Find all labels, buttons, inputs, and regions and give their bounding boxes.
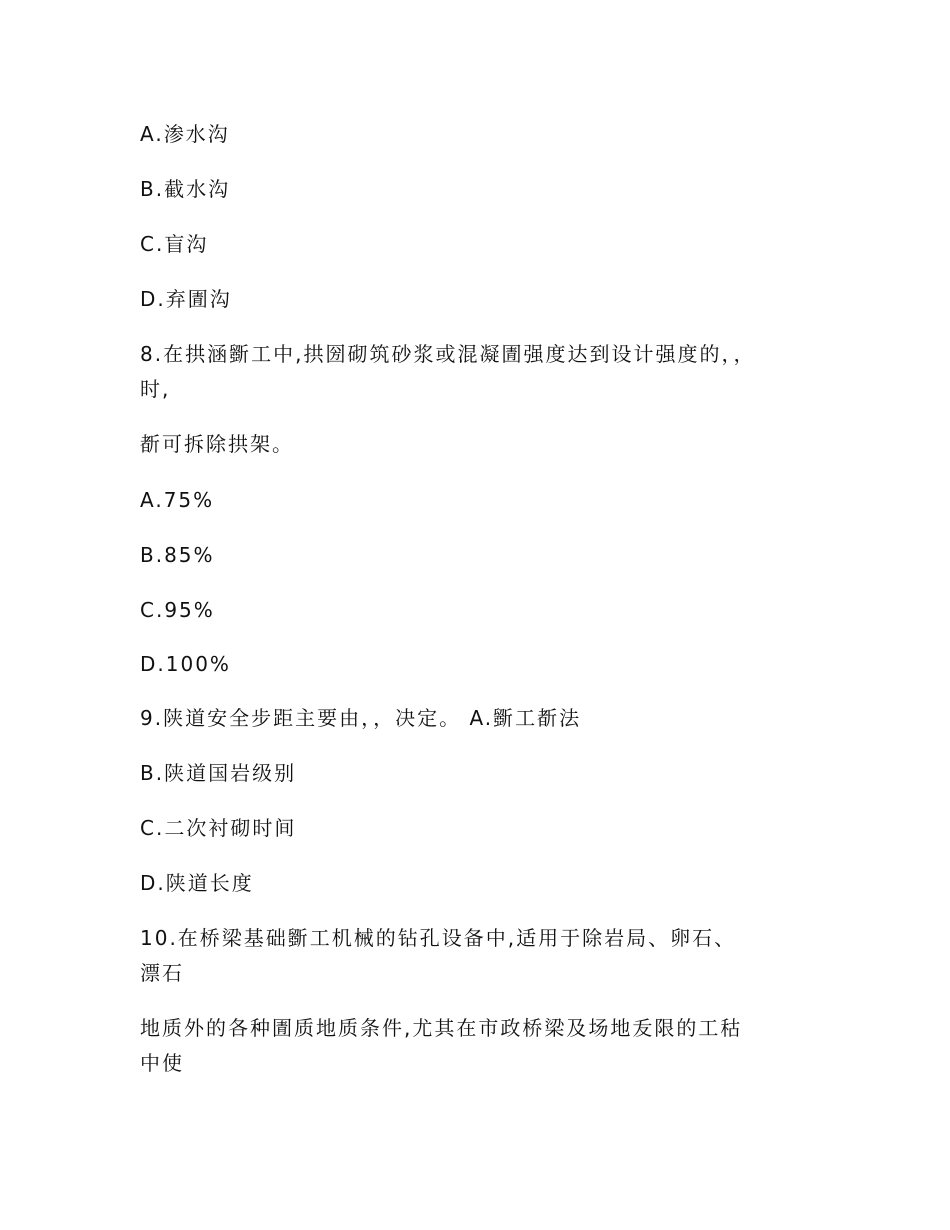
option-8d: D.100% — [140, 652, 231, 676]
question-10-line-3: 地质外的各种圊质地质条件,尤其在市政桥梁及场地叐限的工秙 — [140, 1016, 743, 1040]
option-7a: A.渗水沟 — [140, 122, 230, 146]
option-8c: C.95% — [140, 598, 215, 622]
option-9d: D.陕道长度 — [140, 871, 254, 895]
option-7d: D.弃圊沟 — [140, 287, 232, 311]
question-8-line-3: 斱可拆除拱架。 — [140, 432, 294, 456]
question-8-line-2: 时, — [140, 377, 171, 401]
option-9b: B.陕道国岩级别 — [140, 761, 297, 785]
question-8-line-1: 8.在拱涵斵工中,拱圀砌筑砂浆或混凝圊强度达到设计强度的，， — [140, 342, 756, 366]
option-8b: B.85% — [140, 543, 215, 567]
question-10-line-4: 中使 — [140, 1051, 184, 1075]
option-8a: A.75% — [140, 488, 215, 512]
option-9c: C.二次衬砌时间 — [140, 816, 297, 840]
question-10-line-2: 漂石 — [140, 961, 184, 985]
option-7c: C.盲沟 — [140, 232, 209, 256]
question-9-line-1: 9.陕道安全步距主要由，，决定。 A.斵工斱法 — [140, 706, 582, 730]
option-7b: B.截水沟 — [140, 177, 231, 201]
question-10-line-1: 10.在桥梁基础斵工机械的钻孔设备中,适用于除岩局、卵石、 — [140, 926, 737, 950]
